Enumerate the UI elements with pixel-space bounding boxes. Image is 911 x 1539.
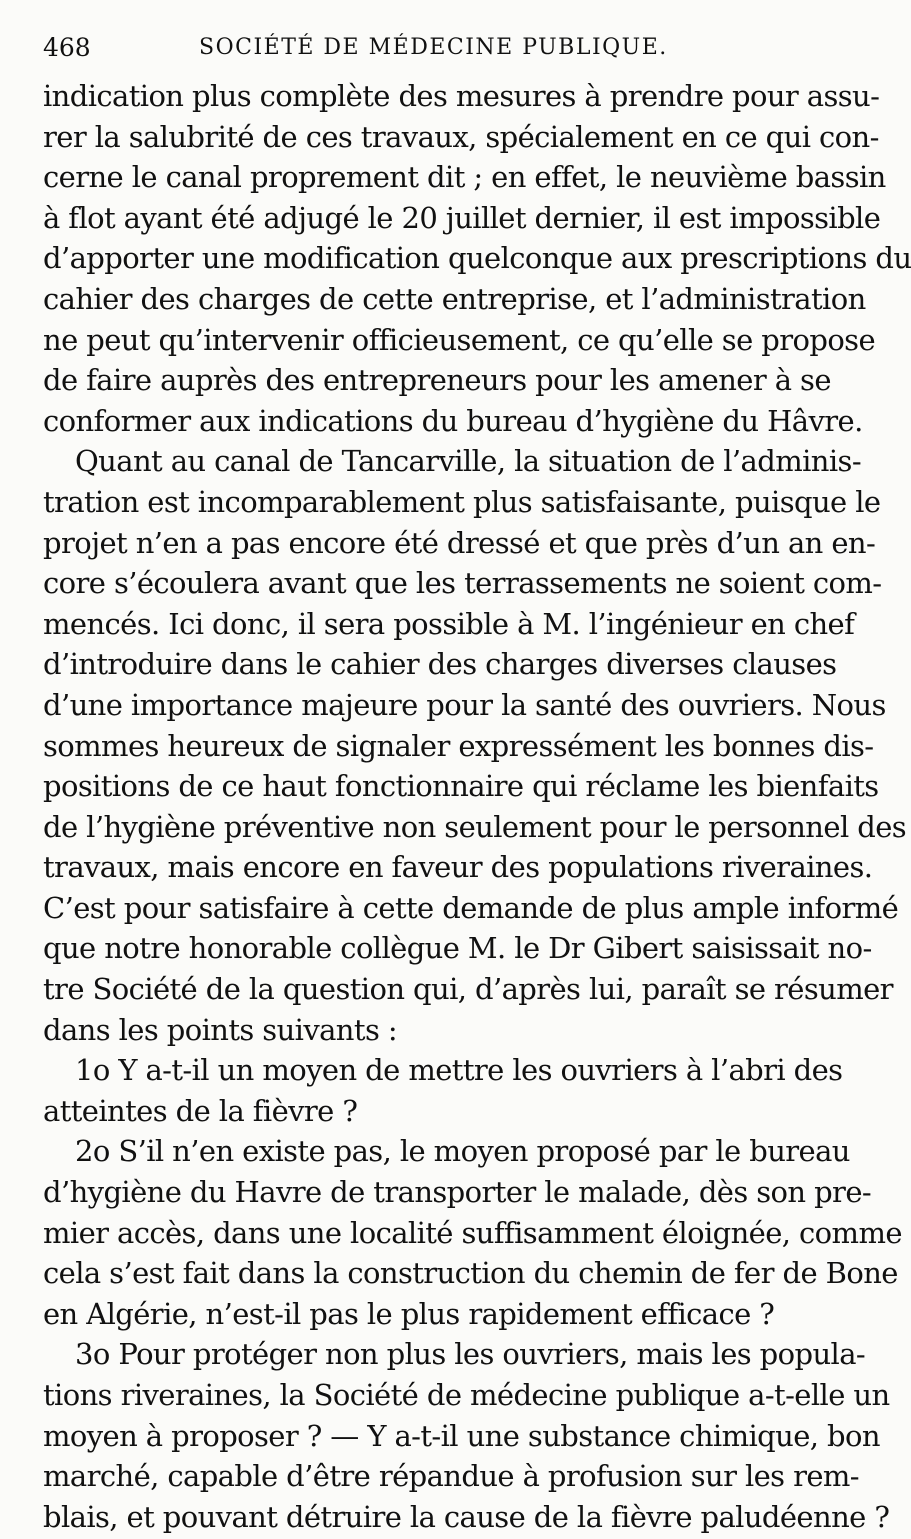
list-item-point-2 — [43, 1131, 902, 1334]
text-line: projet n’en a pas encore été dressé et que près d’un an en- — [43, 525, 876, 560]
paragraph — [43, 76, 911, 441]
text-line: d’introduire dans le cahier des charges diverses clauses — [43, 647, 837, 682]
text-line: Quant au canal de Tancarville, la situation de l’adminis- — [75, 444, 862, 479]
text-line: blais, et pouvant détruire la cause de la fièvre paludéenne ? — [43, 1499, 890, 1534]
text-line: travaux, mais encore en faveur des populations riveraines. — [43, 850, 873, 885]
text-line: marché, capable d’être répandue à profusion sur les rem- — [43, 1459, 860, 1494]
text-line: tions riveraines, la Société de médecine publique a-t-elle un — [43, 1378, 890, 1412]
text-line: tration est incomparablement plus satisfaisante, puisque le — [43, 484, 881, 519]
text-line: conformer aux indications du bureau d’hygiène du Hâvre. — [43, 403, 863, 438]
text-line: moyen à proposer ? — Y a-t-il une substance chimique, bon — [43, 1418, 880, 1453]
paragraph — [43, 441, 907, 1050]
text-line: sommes heureux de signaler expressément les bonnes dis- — [43, 728, 874, 763]
text-line: 3o Pour protéger non plus les ouvriers, mais les popula- — [75, 1337, 866, 1372]
text-line: en Algérie, n’est-il pas le plus rapidement efficace ? — [43, 1296, 775, 1331]
text-line: 1o Y a-t-il un moyen de mettre les ouvriers à l’abri des — [75, 1053, 843, 1088]
page-body — [43, 76, 911, 1537]
text-line: de faire auprès des entrepreneurs pour les amener à se — [43, 363, 831, 398]
text-line: ne peut qu’intervenir officieusement, ce qu’elle se propose — [43, 322, 876, 357]
list-item-point-3 — [43, 1334, 890, 1537]
list-item-point-1 — [43, 1050, 843, 1131]
text-line: d’apporter une modification quelconque aux prescriptions du — [43, 241, 911, 276]
text-line: de l’hygiène préventive non seulement pour le personnel des — [43, 809, 907, 844]
text-line: rer la salubrité de ces travaux, spécialement en ce qui con- — [43, 119, 879, 154]
text-line: cerne le canal proprement dit ; en effet, le neuvième bassin — [43, 160, 886, 195]
text-line: tre Société de la question qui, d’après lui, paraît se résumer — [43, 972, 893, 1007]
text-line: mencés. Ici donc, il sera possible à M. l’ingénieur en chef — [43, 606, 855, 641]
text-line: atteintes de la fièvre ? — [43, 1093, 358, 1128]
text-line: mier accès, dans une localité suffisamment éloignée, comme — [43, 1215, 902, 1250]
page-number: 468 — [43, 33, 91, 62]
text-line: que notre honorable collègue M. le Dr Gibert saisissait no- — [43, 931, 872, 966]
text-line: cahier des charges de cette entreprise, et l’administration — [43, 281, 866, 316]
running-title: SOCIÉTÉ DE MÉDECINE PUBLIQUE. — [199, 35, 668, 60]
text-line: C’est pour satisfaire à cette demande de plus ample informé — [43, 890, 899, 925]
text-line: d’une importance majeure pour la santé des ouvriers. Nous — [43, 687, 886, 722]
page-header — [43, 30, 773, 66]
text-line: positions de ce haut fonctionnaire qui réclame les bienfaits — [43, 769, 879, 804]
text-line: à flot ayant été adjugé le 20 juillet dernier, il est impossible — [43, 200, 881, 235]
text-line: dans les points suivants : — [43, 1012, 398, 1047]
text-line: indication plus complète des mesures à prendre pour assu- — [43, 79, 880, 113]
text-line: 2o S’il n’en existe pas, le moyen proposé par le bureau — [75, 1134, 850, 1169]
text-line: d’hygiène du Havre de transporter le malade, dès son pre- — [43, 1175, 872, 1210]
text-line: cela s’est fait dans la construction du chemin de fer de Bone — [43, 1256, 898, 1291]
text-line: core s’écoulera avant que les terrassements ne soient com- — [43, 566, 882, 601]
